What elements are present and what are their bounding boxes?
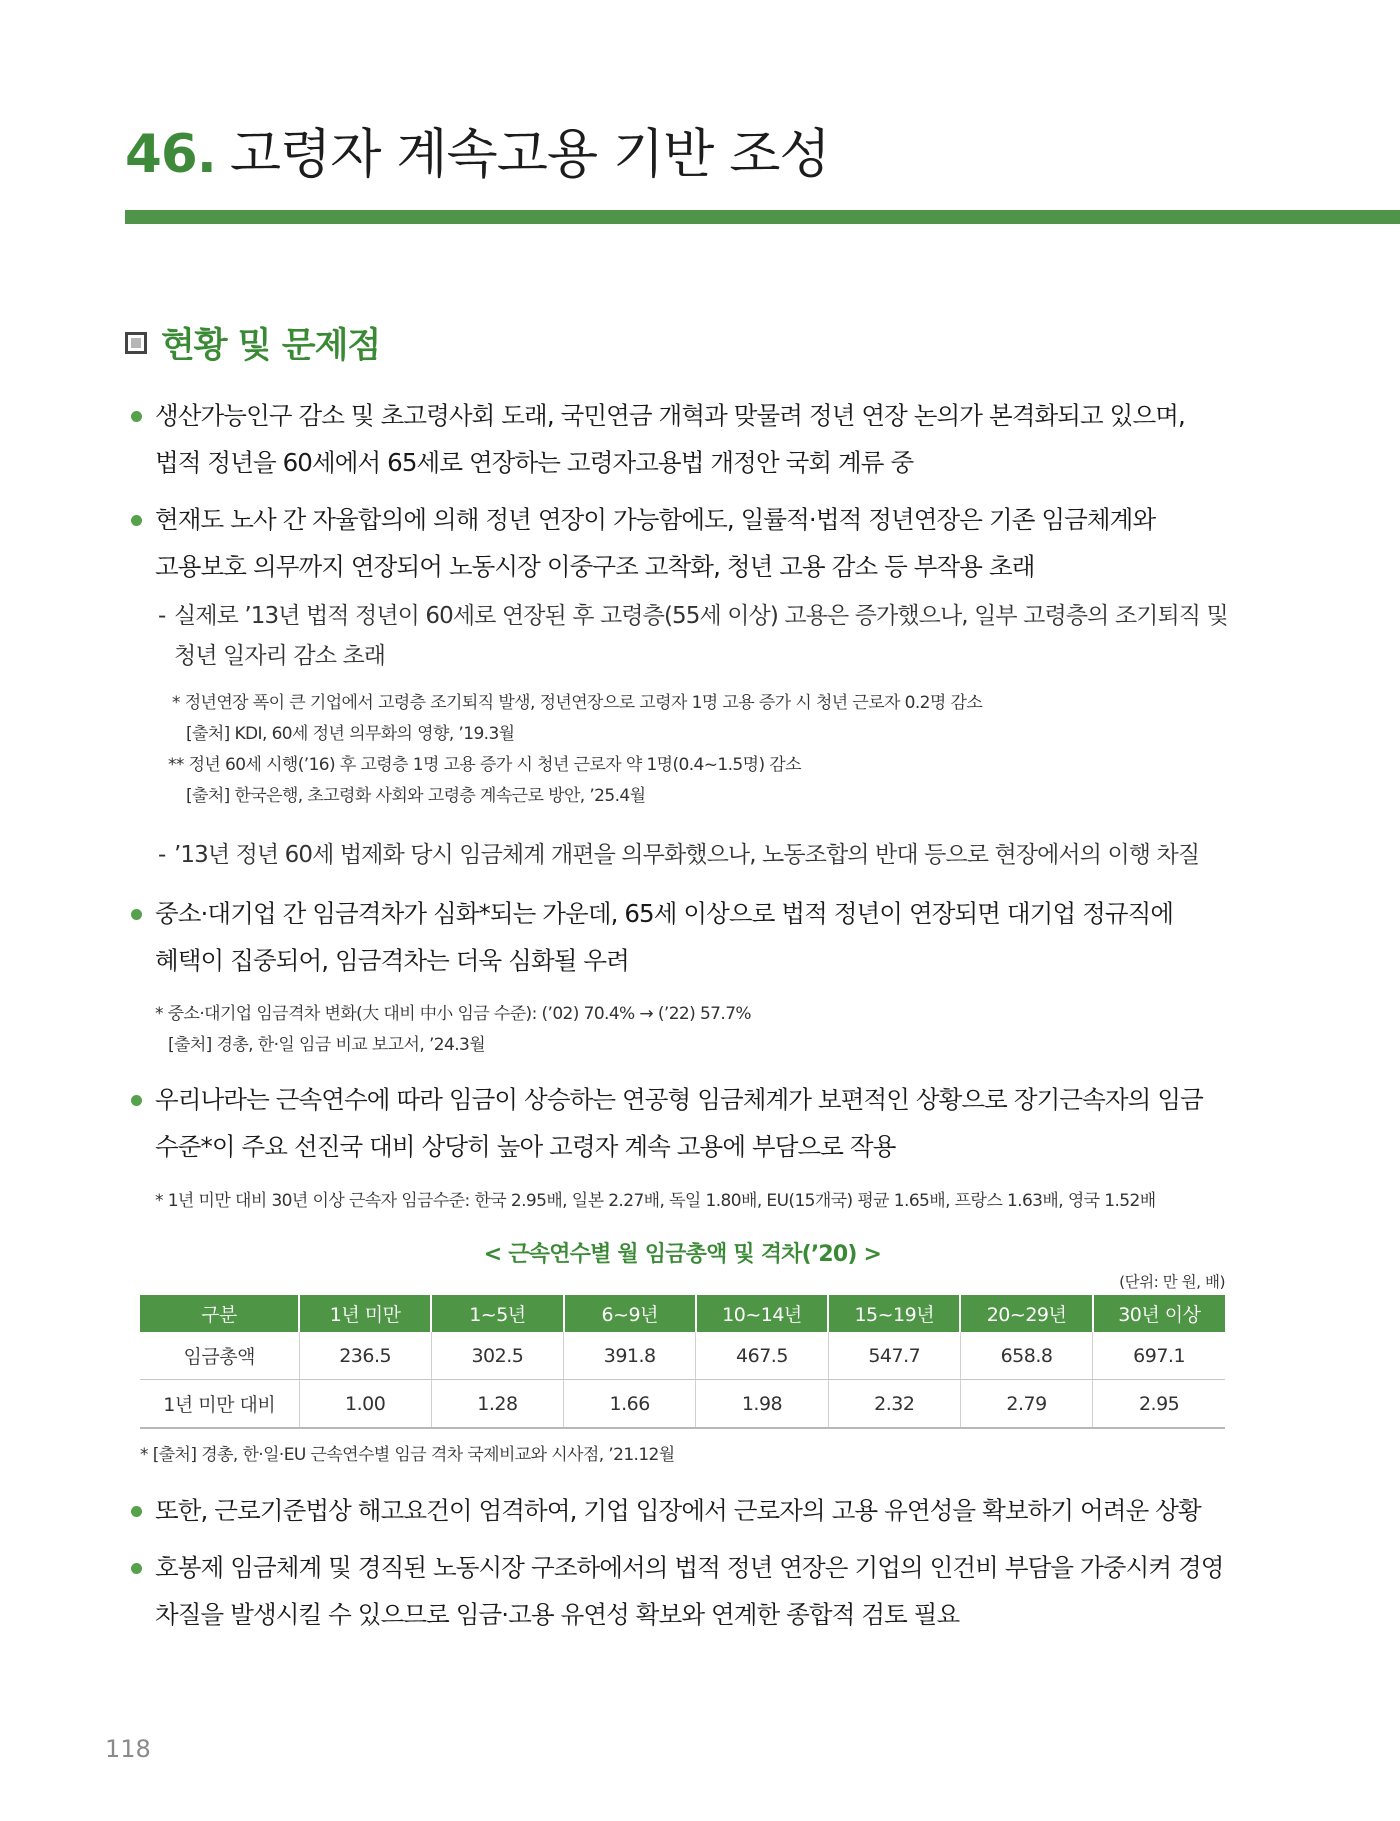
table-cell: 1.28 bbox=[431, 1380, 563, 1429]
table-caption: < 근속연수별 월 임금총액 및 격차(’20) > bbox=[483, 1242, 882, 1267]
table-cell: 697.1 bbox=[1093, 1332, 1225, 1380]
bullet-item bbox=[125, 496, 1245, 590]
footnote: * 중소·대기업 임금격차 변화(大 대비 中小 임금 수준): (’02) 70.4% → (’22) 57.7% bbox=[155, 1004, 751, 1024]
table-header-cell: 6~9년 bbox=[564, 1295, 696, 1332]
title-divider bbox=[125, 210, 1400, 224]
wage-table bbox=[140, 1295, 1225, 1429]
dash-marker: - bbox=[158, 603, 166, 629]
table-header-row bbox=[140, 1295, 1225, 1332]
table-cell: 1.98 bbox=[696, 1380, 828, 1429]
bullet-dot-icon bbox=[131, 909, 142, 920]
bullet-item bbox=[125, 1076, 1245, 1170]
section-heading-text: 현황 및 문제점 bbox=[161, 326, 381, 366]
sub-point bbox=[158, 596, 1258, 676]
bullet-line: 혜택이 집중되어, 임금격차는 더욱 심화될 우려 bbox=[155, 946, 629, 975]
sub-point-line: ’13년 정년 60세 법제화 당시 임금체계 개편을 의무화했으나, 노동조합의 반대 등으로 현장에서의 이행 차질 bbox=[174, 842, 1200, 868]
table-header-cell: 1년 미만 bbox=[299, 1295, 431, 1332]
table-row-label: 1년 미만 대비 bbox=[140, 1380, 299, 1429]
section-heading bbox=[125, 318, 380, 368]
table-cell: 2.79 bbox=[960, 1380, 1092, 1429]
square-bullet-icon bbox=[125, 332, 147, 354]
table-source: * [출처] 경총, 한·일·EU 근속연수별 임금 격차 국제비교와 시사점, ’21.12월 bbox=[140, 1445, 675, 1465]
table-cell: 2.32 bbox=[828, 1380, 960, 1429]
bullet-item bbox=[125, 1487, 1245, 1534]
bullet-line: 현재도 노사 간 자율합의에 의해 정년 연장이 가능함에도, 일률적·법적 정년연장은 기존 임금체계와 bbox=[155, 505, 1156, 534]
table-cell: 658.8 bbox=[960, 1332, 1092, 1380]
table-cell: 302.5 bbox=[431, 1332, 563, 1380]
page-number: 118 bbox=[105, 1735, 151, 1763]
table-header-cell: 1~5년 bbox=[431, 1295, 563, 1332]
table-cell: 1.66 bbox=[564, 1380, 696, 1429]
bullet-line: 또한, 근로기준법상 해고요건이 엄격하여, 기업 입장에서 근로자의 고용 유연성을 확보하기 어려운 상황 bbox=[155, 1496, 1201, 1525]
footnote-source: [출처] KDI, 60세 정년 의무화의 영향, ’19.3월 bbox=[186, 724, 515, 744]
bullet-dot-icon bbox=[131, 411, 142, 422]
table-cell: 1.00 bbox=[299, 1380, 431, 1429]
table-cell: 467.5 bbox=[696, 1332, 828, 1380]
bullet-dot-icon bbox=[131, 1095, 142, 1106]
bullet-dot-icon bbox=[131, 1506, 142, 1517]
sub-point-line: 실제로 ’13년 법적 정년이 60세로 연장된 후 고령층(55세 이상) 고용은 증가했으나, 일부 고령층의 조기퇴직 및 bbox=[174, 603, 1228, 629]
footnote: * 정년연장 폭이 큰 기업에서 고령층 조기퇴직 발생, 정년연장으로 고령자 1명 고용 증가 시 청년 근로자 0.2명 감소 bbox=[172, 693, 983, 713]
bullet-line: 법적 정년을 60세에서 65세로 연장하는 고령자고용법 개정안 국회 계류 중 bbox=[155, 448, 914, 477]
table-header-cell: 30년 이상 bbox=[1093, 1295, 1225, 1332]
footnote-source: [출처] 한국은행, 초고령화 사회와 고령층 계속근로 방안, ’25.4월 bbox=[186, 786, 646, 806]
table-cell: 391.8 bbox=[564, 1332, 696, 1380]
bullet-dot-icon bbox=[131, 1563, 142, 1574]
footnote: ** 정년 60세 시행(’16) 후 고령층 1명 고용 증가 시 청년 근로자 약 1명(0.4~1.5명) 감소 bbox=[168, 755, 801, 775]
table-header-cell: 구분 bbox=[140, 1295, 299, 1332]
footnote-source: [출처] 경총, 한·일 임금 비교 보고서, ’24.3월 bbox=[168, 1035, 486, 1055]
bullet-item bbox=[125, 392, 1245, 486]
bullet-line: 중소·대기업 간 임금격차가 심화*되는 가운데, 65세 이상으로 법적 정년이 연장되면 대기업 정규직에 bbox=[155, 899, 1174, 928]
table-cell: 2.95 bbox=[1093, 1380, 1225, 1429]
table-row bbox=[140, 1332, 1225, 1380]
bullet-item bbox=[125, 890, 1245, 984]
footnote: * 1년 미만 대비 30년 이상 근속자 임금수준: 한국 2.95배, 일본 2.27배, 독일 1.80배, EU(15개국) 평균 1.65배, 프랑스 1.63배, 영국 1.52배 bbox=[155, 1191, 1156, 1211]
table-header-cell: 10~14년 bbox=[696, 1295, 828, 1332]
table-header-cell: 20~29년 bbox=[960, 1295, 1092, 1332]
bullet-line: 차질을 발생시킬 수 있으므로 임금·고용 유연성 확보와 연계한 종합적 검토 필요 bbox=[155, 1600, 960, 1629]
bullet-line: 우리나라는 근속연수에 따라 임금이 상승하는 연공형 임금체계가 보편적인 상황으로 장기근속자의 임금 bbox=[155, 1085, 1203, 1114]
bullet-line: 생산가능인구 감소 및 초고령사회 도래, 국민연금 개혁과 맞물려 정년 연장 논의가 본격화되고 있으며, bbox=[155, 401, 1185, 430]
sub-point-line: 청년 일자리 감소 초래 bbox=[174, 643, 386, 669]
bullet-dot-icon bbox=[131, 515, 142, 526]
table-unit: (단위: 만 원, 배) bbox=[1119, 1273, 1225, 1291]
table-header-cell: 15~19년 bbox=[828, 1295, 960, 1332]
table-cell: 547.7 bbox=[828, 1332, 960, 1380]
bullet-line: 호봉제 임금체계 및 경직된 노동시장 구조하에서의 법적 정년 연장은 기업의 인건비 부담을 가중시켜 경영 bbox=[155, 1553, 1224, 1582]
section-number: 46. bbox=[125, 124, 216, 185]
dash-marker: - bbox=[158, 842, 166, 868]
table-row bbox=[140, 1380, 1225, 1429]
page-title bbox=[125, 112, 830, 188]
table-cell: 236.5 bbox=[299, 1332, 431, 1380]
sub-point bbox=[158, 835, 1258, 875]
page-title-text: 고령자 계속고용 기반 조성 bbox=[229, 124, 830, 185]
bullet-item bbox=[125, 1544, 1245, 1638]
bullet-line: 고용보호 의무까지 연장되어 노동시장 이중구조 고착화, 청년 고용 감소 등 부작용 초래 bbox=[155, 552, 1035, 581]
table-row-label: 임금총액 bbox=[140, 1332, 299, 1380]
bullet-line: 수준*이 주요 선진국 대비 상당히 높아 고령자 계속 고용에 부담으로 작용 bbox=[155, 1132, 896, 1161]
